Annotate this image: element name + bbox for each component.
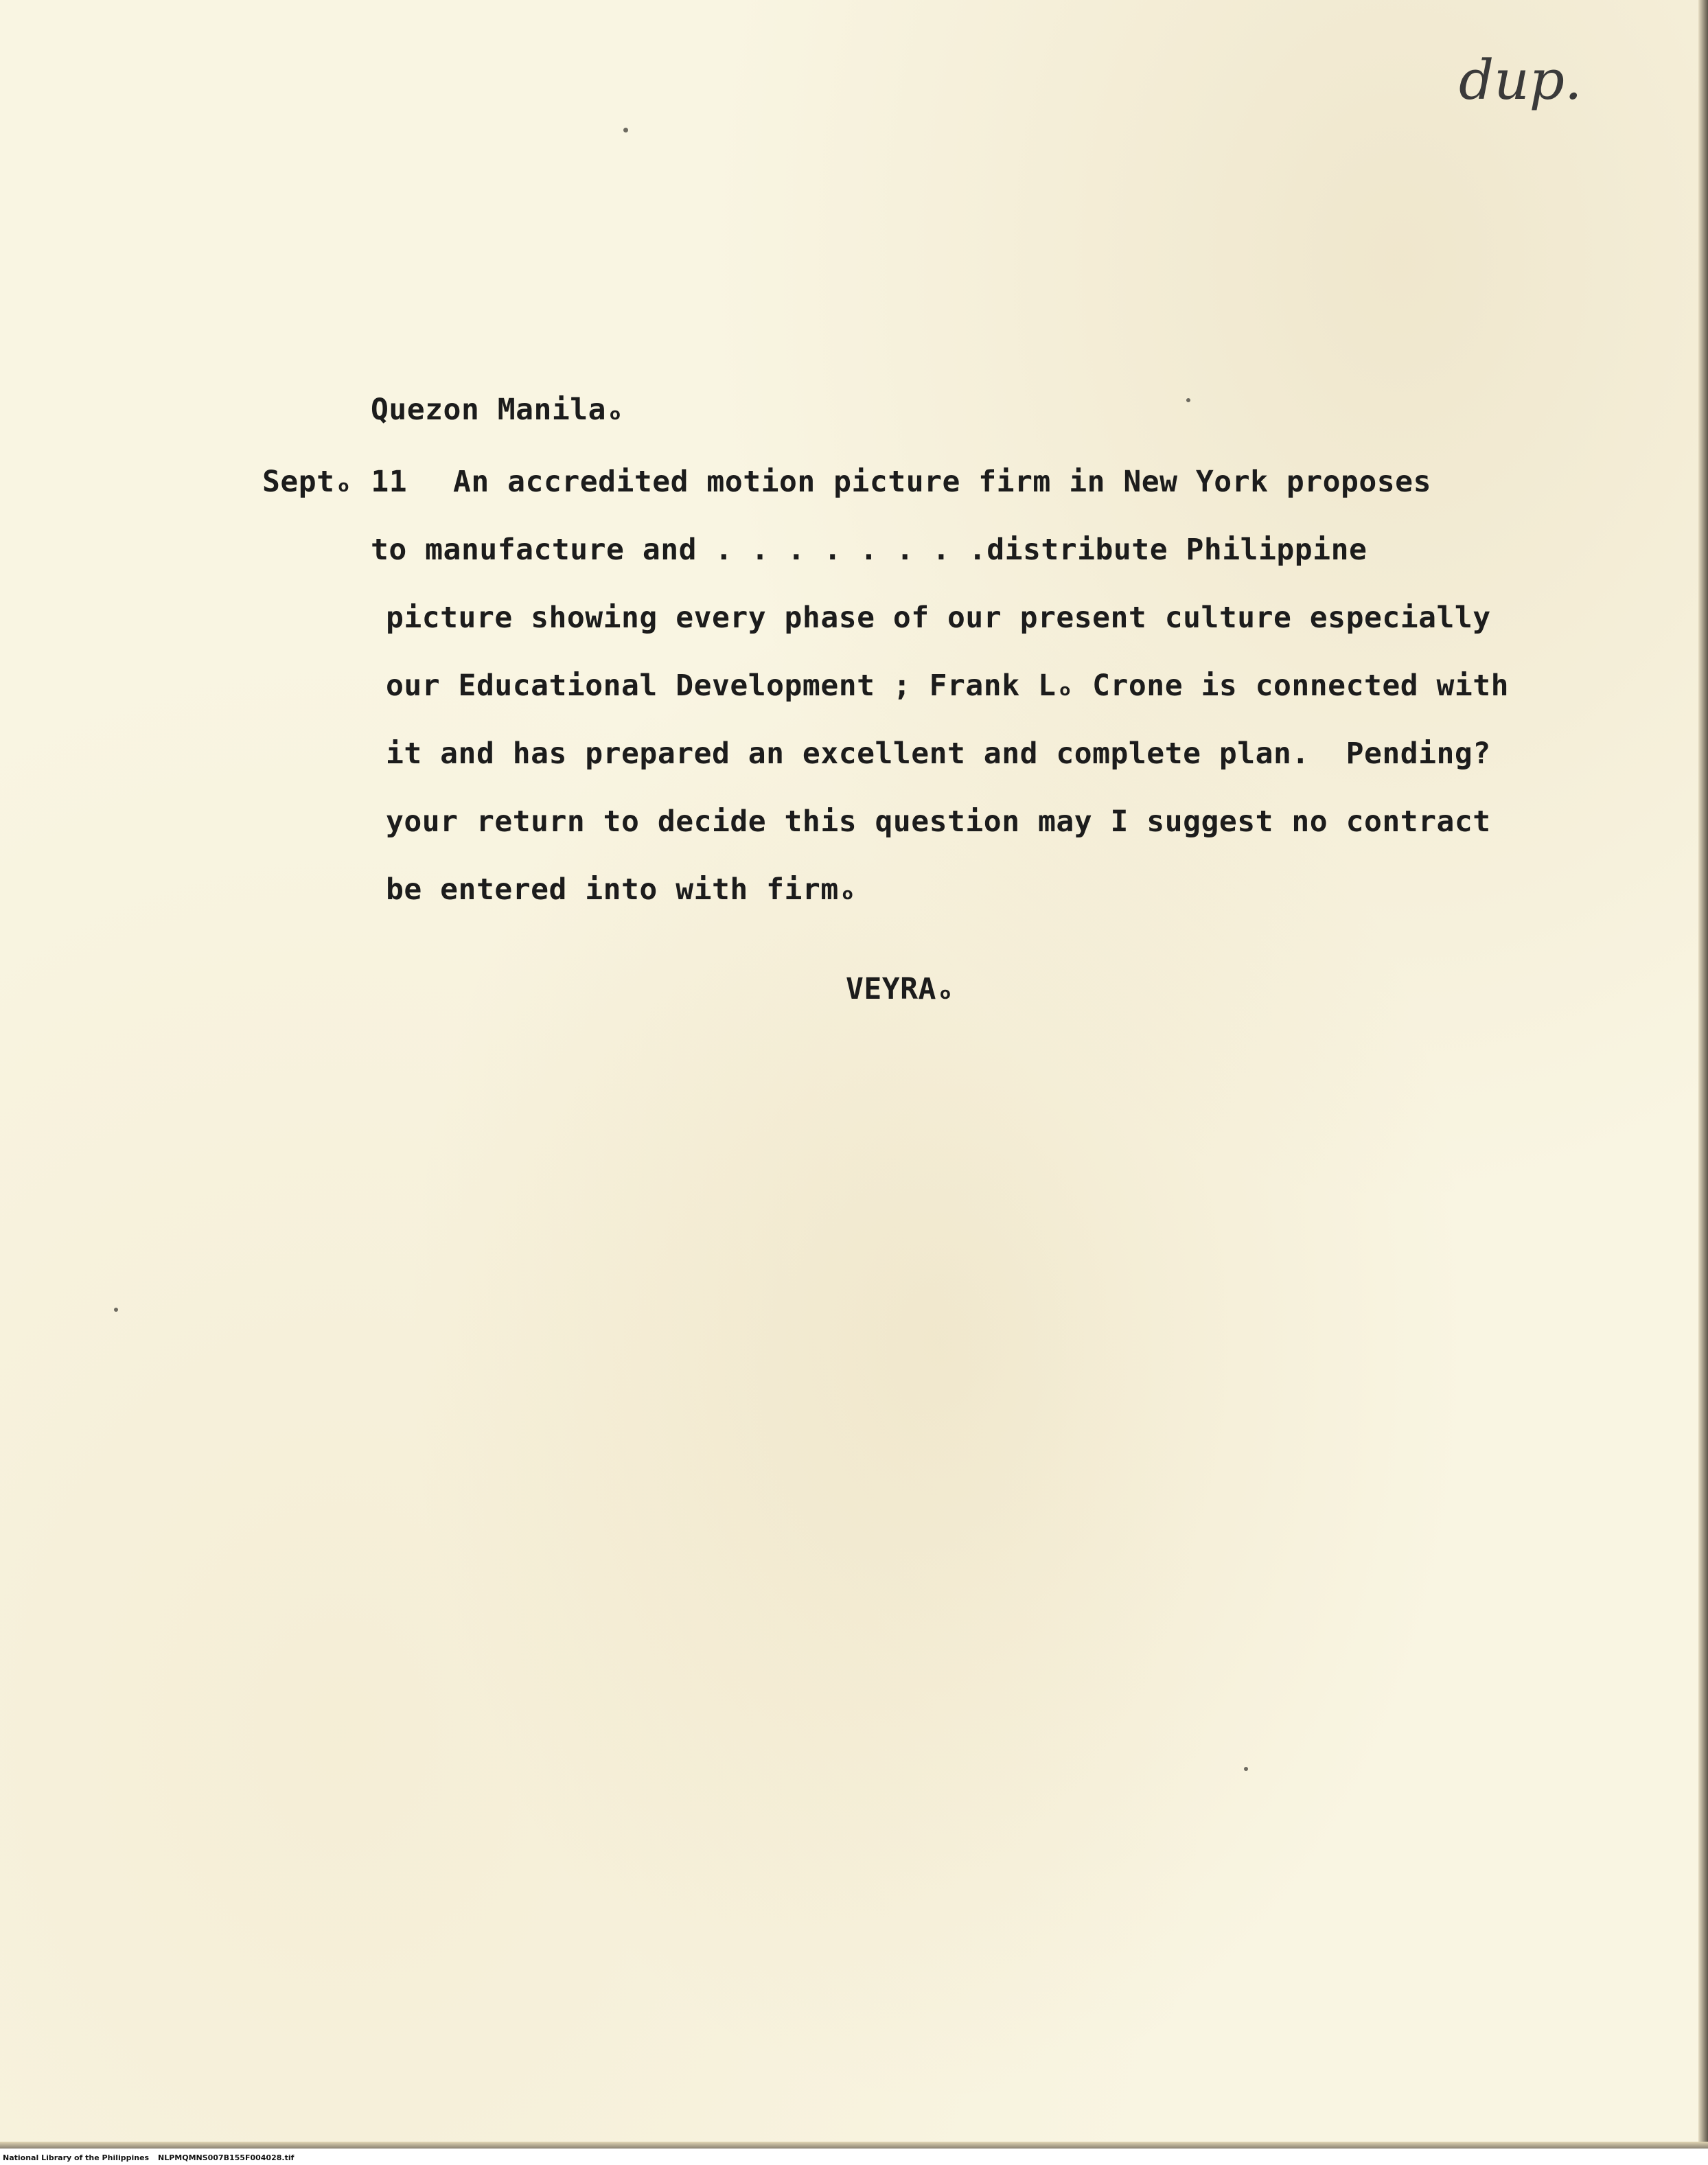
handwritten-annotation: dup. [1459,48,1582,112]
paper-speck [623,128,628,132]
body-line-3: picture showing every phase of our present culture especially [386,601,1491,635]
body-line-2: to manufacture and . . . . . . . .distribute Philippine [371,533,1367,567]
paper-speck [114,1308,118,1312]
recipient-line: Quezon Manilaₒ [371,393,625,427]
date-label: Septₒ 11 [262,465,408,499]
body-line-7: be entered into with firmₒ [386,872,857,907]
footer-filename: NLPMQMNS007B155F004028.tif [158,2153,295,2162]
body-line-5: it and has prepared an excellent and complete plan. Pending? [386,737,1491,771]
paper-speck [1244,1767,1248,1771]
scan-footer [0,2149,1708,2165]
scan-edge-right [1698,0,1708,2165]
body-line-4: our Educational Development ; Frank Lₒ Crone is connected with [386,669,1510,703]
body-line-1: An accredited motion picture firm in New York proposes [453,465,1431,499]
footer-library: National Library of the Philippines [3,2153,150,2162]
signature: VEYRAₒ [846,972,955,1006]
scan-edge-bottom [0,2142,1708,2149]
paper-speck [1186,398,1190,402]
body-line-6: your return to decide this question may I suggest no contract [386,804,1491,839]
